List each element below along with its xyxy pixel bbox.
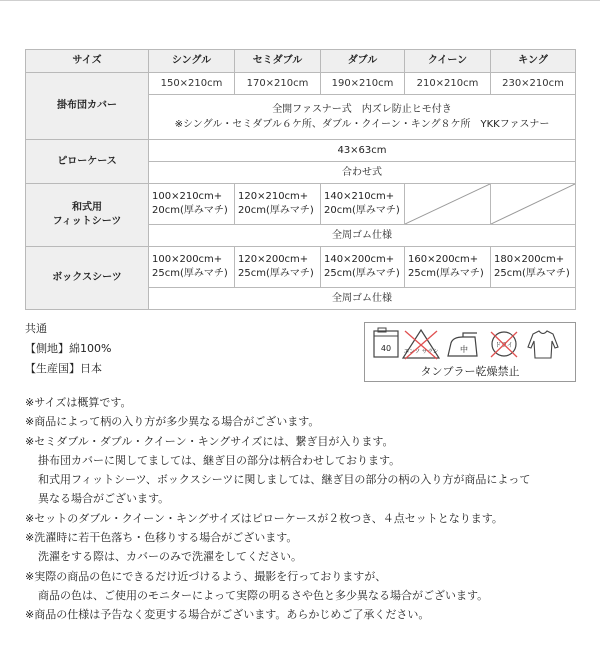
common-title: 共通 <box>25 322 47 335</box>
pillow-style: 合わせ式 <box>149 162 576 184</box>
row-label-wa-fitted <box>26 184 149 247</box>
cell-line1: 140×200cm+ <box>324 254 395 265</box>
note-line: ※サイズは概算です。 <box>25 396 132 409</box>
header-size: サイズ <box>26 50 149 73</box>
kakebuton-size-semi-double: 170×210cm <box>235 73 321 95</box>
bleach-label: エンソ サラシ <box>403 349 439 355</box>
note-line: ※実際の商品の色にできるだけ近づけるよう、撮影を行っておりますが、 <box>25 569 387 583</box>
kakebuton-note-line1: 全開ファスナー式 内ズレ防止ヒモ付き <box>272 104 452 115</box>
header-double: ダブル <box>321 50 405 73</box>
header-semi-double: セミダブル <box>235 50 321 73</box>
wash-temp: 40 <box>380 344 392 353</box>
header-single: シングル <box>149 50 235 73</box>
cell-line1: 180×200cm+ <box>494 254 565 265</box>
cell-line2: 25cm(厚みマチ) <box>324 268 400 279</box>
box-king <box>491 247 576 288</box>
kakebuton-note <box>149 95 576 140</box>
wa-fitted-note: 全周ゴム仕様 <box>149 225 576 247</box>
care-symbols-box <box>364 322 576 382</box>
diagonal-slash-icon <box>405 184 490 224</box>
cell-line1: 100×200cm+ <box>152 254 223 265</box>
table-row <box>26 247 576 288</box>
common-info <box>25 319 111 379</box>
kakebuton-size-single: 150×210cm <box>149 73 235 95</box>
note-line: ※セットのダブル・クイーン・キングサイズはピローケースが２枚つき、４点セットとなります。 <box>25 511 503 525</box>
table-row <box>26 73 576 95</box>
note-line: ※セミダブル・ダブル・クイーン・キングサイズには、繋ぎ目が入ります。 <box>25 434 394 448</box>
table-header-row <box>26 50 576 73</box>
notes-list <box>25 393 585 625</box>
row-label-box: ボックスシーツ <box>26 247 149 310</box>
box-single <box>149 247 235 288</box>
wa-fitted-double <box>321 184 405 225</box>
row-label-kakebuton: 掛布団カバー <box>26 73 149 140</box>
note-line: ※商品によって柄の入り方が多少異なる場合がございます。 <box>25 415 320 429</box>
note-line: 商品の色は、ご使用のモニターによって実際の明るさや色と多少異なる場合がございます。 <box>38 588 489 602</box>
box-note: 全周ゴム仕様 <box>149 288 576 310</box>
note-line: 洗濯をする際は、カバーのみで洗濯をしてください。 <box>38 550 302 564</box>
note-line: 掛布団カバーに関してましては、継ぎ目の部分は柄合わせしております。 <box>38 453 401 467</box>
cell-line1: 160×200cm+ <box>408 254 479 265</box>
kakebuton-size-king: 230×210cm <box>491 73 576 95</box>
cell-line2: 20cm(厚みマチ) <box>238 205 314 216</box>
note-line: 異なる場合がございます。 <box>38 492 170 506</box>
cell-line2: 25cm(厚みマチ) <box>152 268 228 279</box>
note-line: 和式用フィットシーツ、ボックスシーツに関しましては、継ぎ目の部分の柄の入り方が商品によって <box>38 473 531 487</box>
kakebuton-size-queen: 210×210cm <box>405 73 491 95</box>
top-divider <box>0 0 600 1</box>
pillow-size: 43×63cm <box>149 140 576 162</box>
cell-line1: 140×210cm+ <box>324 191 395 202</box>
box-double <box>321 247 405 288</box>
box-semi-double <box>235 247 321 288</box>
note-line: ※洗濯時に若干色落ち・色移りする場合がございます。 <box>25 531 298 545</box>
cell-line2: 25cm(厚みマチ) <box>494 268 570 279</box>
wa-fitted-semi-double <box>235 184 321 225</box>
row-label-pillow: ピローケース <box>26 140 149 184</box>
tumble-dry-prohibited: タンブラー乾燥禁止 <box>420 365 520 378</box>
cell-line2: 25cm(厚みマチ) <box>408 268 484 279</box>
table-row <box>26 140 576 162</box>
cell-line1: 100×210cm+ <box>152 191 223 202</box>
cell-line2: 20cm(厚みマチ) <box>152 205 228 216</box>
box-queen <box>405 247 491 288</box>
table-row <box>26 184 576 225</box>
material-side: 【側地】綿100% <box>25 342 112 355</box>
wa-fitted-king-not-available <box>491 184 576 225</box>
iron-icon <box>448 333 477 356</box>
country-of-origin: 【生産国】日本 <box>25 362 102 375</box>
header-king: キング <box>491 50 576 73</box>
cell-line2: 25cm(厚みマチ) <box>238 268 314 279</box>
no-bleach-icon <box>403 330 439 359</box>
cell-line1: 120×210cm+ <box>238 191 309 202</box>
iron-label: 中 <box>460 345 468 354</box>
care-icons <box>371 327 571 363</box>
wa-fitted-single <box>149 184 235 225</box>
line-dry-icon <box>528 331 558 358</box>
kakebuton-size-double: 190×210cm <box>321 73 405 95</box>
diagonal-slash-icon <box>491 184 575 224</box>
dryclean-label: ドライ <box>495 342 513 349</box>
cell-line2: 20cm(厚みマチ) <box>324 205 400 216</box>
row-label-wa-fitted-line1: 和式用 <box>72 202 102 213</box>
cell-line1: 120×200cm+ <box>238 254 309 265</box>
wa-fitted-queen-not-available <box>405 184 491 225</box>
row-label-wa-fitted-line2: フィットシーツ <box>52 216 122 227</box>
kakebuton-note-line2: ※シングル・セミダブル６ケ所、ダブル・クイーン・キング８ケ所 YKKファスナー <box>174 119 550 130</box>
no-dryclean-icon <box>491 332 517 357</box>
wash-tub-icon <box>374 328 398 357</box>
size-spec-table <box>25 49 576 310</box>
note-line: ※商品の仕様は予告なく変更する場合がございます。あらかじめご了承ください。 <box>25 608 430 622</box>
header-queen: クイーン <box>405 50 491 73</box>
